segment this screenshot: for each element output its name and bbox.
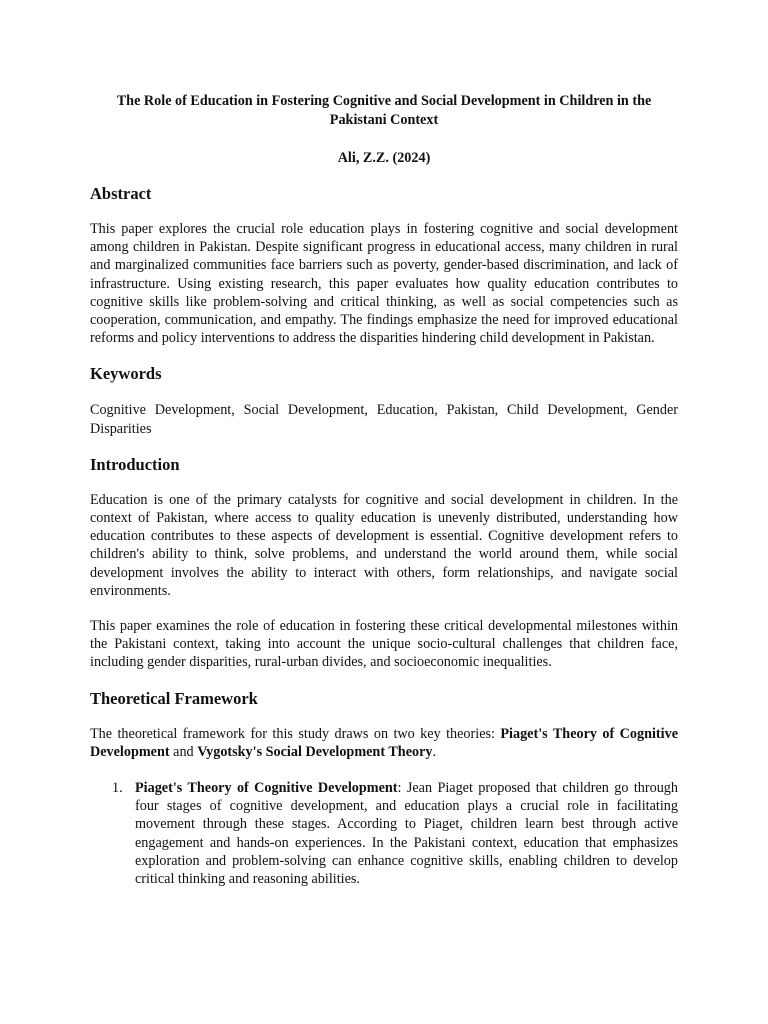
list-item-term: Piaget's Theory of Cognitive Development (135, 780, 398, 797)
introduction-paragraph-1: Education is one of the primary catalysts for cognitive and social development in children. In the context of Pakistan, where access to quality education is unevenly distributed, understanding how education contributes to these aspects of development is essential. Cognitive development refers to children's ability to think, solve problems, and understand the world around them, while social development involves the ability to interact with others, form relationships, and navigate social environments. (90, 491, 678, 599)
introduction-heading: Introduction (90, 454, 180, 474)
framework-intro-prefix: The theoretical framework for this study draws on two key theories: (90, 725, 501, 742)
framework-heading: Theoretical Framework (90, 688, 258, 708)
framework-intro (90, 725, 678, 761)
paper-author: Ali, Z.Z. (2024) (337, 150, 431, 166)
framework-theory-2: Vygotsky's Social Development Theory (197, 743, 433, 760)
introduction-paragraph-2: This paper examines the role of education in fostering these critical developmental milestones within the Pakistani context, taking into account the unique socio-cultural challenges that children face, including gender disparities, rural-urban divides, and socioeconomic inequalities. (90, 618, 678, 671)
list-item-number: 1. (112, 780, 123, 797)
keywords-heading: Keywords (90, 364, 162, 384)
framework-theory-1: Piaget's Theory of Cognitive Development (90, 725, 678, 760)
abstract-text: This paper explores the crucial role education plays in fostering cognitive and social development among children in Pakistan. Despite significant progress in educational access, many children in rural and marginalized communities face barriers such as poverty, gender-based discrimination, and lack of infrastructure. Using existing research, this paper evaluates how quality education contributes to cognitive skills like problem-solving and critical thinking, as well as social competencies such as cooperation, communication, and empathy. The findings emphasize the need for improved educational reforms and policy interventions to address the disparities hindering child development in Pakistan. (90, 221, 678, 347)
paper-title: The Role of Education in Fostering Cognitive and Social Development in Children in the Pakistani Context (116, 93, 652, 128)
keywords-text: Cognitive Development, Social Development, Education, Pakistan, Child Development, Gender Disparities (90, 402, 678, 437)
framework-conjunction: and (169, 743, 198, 760)
list-item (90, 779, 678, 888)
list-item-text: : Jean Piaget proposed that children go through four stages of cognitive development, and education plays a crucial role in facilitating movement through these stages. According to Piaget, children learn best through active engagement and hands-on experiences. In the Pakistani context, education that emphasizes exploration and problem-solving can enhance cognitive skills, enabling children to develop critical thinking and reasoning abilities. (135, 780, 678, 888)
framework-intro-suffix: . (432, 743, 437, 760)
framework-list (90, 779, 678, 888)
abstract-heading: Abstract (90, 184, 152, 203)
